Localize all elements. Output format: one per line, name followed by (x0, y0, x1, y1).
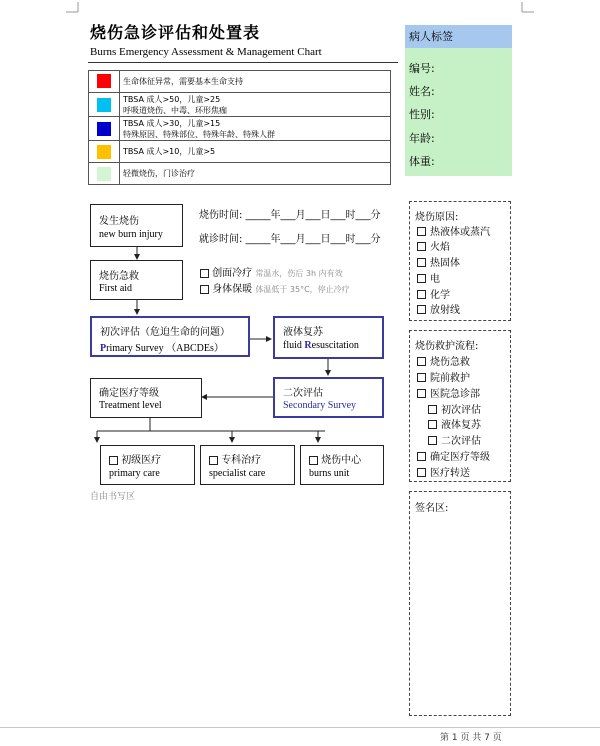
specialist-care-checkbox[interactable] (209, 456, 218, 465)
burns-unit-checkbox[interactable] (309, 456, 318, 465)
patient-age-field[interactable]: 年龄: (409, 132, 435, 145)
box-label-en: First aid (99, 283, 133, 294)
option-label: 创面冷疗 (212, 268, 253, 279)
severity-text: 轻微烧伤，门诊治疗 (123, 169, 195, 178)
first-aid-box (90, 260, 183, 300)
fluid-resuscitation-box (273, 316, 384, 359)
injury-time-field[interactable]: 烧伤时间: _____年___月___日___时___分 (199, 210, 381, 221)
box-label-en: Treatment level (99, 400, 162, 411)
process-subitem[interactable]: 液体复苏 (428, 416, 481, 431)
process-checkbox[interactable] (417, 468, 426, 477)
patient-id-field[interactable]: 编号: (409, 62, 435, 75)
process-item[interactable]: 医院急诊部 (417, 385, 480, 400)
burns-unit-box[interactable] (300, 445, 384, 485)
option-hint: 常温水，伤后 3h 内有效 (255, 269, 343, 278)
box-label: 确定医疗等级 (99, 388, 159, 399)
cause-checkbox[interactable] (417, 305, 426, 314)
secondary-survey-box (273, 377, 384, 418)
severity-text: 呼吸道烧伤、中毒、环形焦痂 (123, 106, 227, 115)
cause-checkbox[interactable] (417, 258, 426, 267)
severity-text: TBSA 成人>50，儿童>25 (123, 95, 221, 104)
process-item[interactable]: 医疗转送 (417, 464, 470, 479)
rescue-process-title: 烧伤救护流程: (415, 341, 479, 352)
box-label-en: fluid Resuscitation (283, 340, 359, 351)
option-hint: 体温低于 35°C，停止冷疗 (255, 285, 350, 294)
primary-care-box[interactable] (100, 445, 195, 485)
patient-weight-field[interactable]: 体重: (409, 155, 435, 168)
box-label: 发生烧伤 (99, 216, 139, 227)
process-checkbox[interactable] (417, 452, 426, 461)
treatment-level-box (90, 378, 202, 418)
cause-checkbox[interactable] (417, 242, 426, 251)
box-label-en: burns unit (309, 468, 350, 479)
box-label: 二次评估 (283, 388, 323, 399)
cause-item[interactable]: 电 (417, 270, 440, 285)
process-checkbox[interactable] (428, 420, 437, 429)
cause-item[interactable]: 化学 (417, 286, 450, 301)
cause-checkbox[interactable] (417, 274, 426, 283)
burn-cause-panel (409, 201, 511, 321)
cause-item[interactable]: 火焰 (417, 238, 450, 253)
patient-label-heading: 病人标签 (405, 25, 512, 48)
severity-text: TBSA 成人>10，儿童>5 (123, 147, 216, 156)
box-label: 烧伤中心 (309, 451, 361, 466)
cooling-option[interactable] (200, 264, 343, 279)
burn-cause-title: 烧伤原因: (415, 212, 459, 223)
severity-text: 特殊原因、特殊部位、特殊年龄、特殊人群 (123, 130, 275, 139)
option-label: 身体保暖 (212, 284, 253, 295)
warming-checkbox[interactable] (200, 285, 209, 294)
cause-checkbox[interactable] (417, 290, 426, 299)
severity-text: TBSA 成人>30，儿童>15 (123, 119, 221, 128)
process-subitem[interactable]: 二次评估 (428, 432, 481, 447)
box-label: 液体复苏 (283, 327, 323, 338)
primary-care-checkbox[interactable] (109, 456, 118, 465)
page-subtitle: Burns Emergency Assessment & Management Chart (90, 46, 322, 58)
box-label-en: specialist care (209, 468, 266, 479)
visit-time-field[interactable]: 就诊时间: _____年___月___日___时___分 (199, 234, 381, 245)
process-checkbox[interactable] (428, 405, 437, 414)
cause-item[interactable]: 热液体或蒸汽 (417, 223, 490, 238)
box-label-en: Secondary Survey (283, 400, 357, 411)
process-checkbox[interactable] (428, 436, 437, 445)
process-checkbox[interactable] (417, 389, 426, 398)
box-label-en: new burn injury (99, 229, 163, 240)
box-label: 专科治疗 (209, 451, 261, 466)
box-label: 初次评估（危迫生命的问题） (100, 327, 230, 338)
process-checkbox[interactable] (417, 357, 426, 366)
cause-checkbox[interactable] (417, 227, 426, 236)
process-item[interactable]: 烧伤急救 (417, 353, 470, 368)
cause-item[interactable]: 热固体 (417, 254, 460, 269)
severity-text: 生命体征异常，需要基本生命支持 (123, 77, 243, 86)
free-write-area-label: 自由书写区 (90, 492, 136, 502)
cause-item[interactable]: 放射线 (417, 301, 460, 316)
process-item[interactable]: 院前救护 (417, 369, 470, 384)
warming-option[interactable] (200, 280, 350, 295)
patient-sex-field[interactable]: 性别: (409, 108, 435, 121)
footer-divider (0, 727, 600, 728)
patient-name-field[interactable]: 姓名: (409, 85, 435, 98)
signature-title: 签名区: (415, 503, 449, 514)
cooling-checkbox[interactable] (200, 269, 209, 278)
process-subitem[interactable]: 初次评估 (428, 401, 481, 416)
new-burn-box (90, 204, 183, 247)
primary-survey-box (90, 316, 250, 357)
box-label-en: primary care (109, 468, 160, 479)
page-number: 第 1 页 共 7 页 (440, 733, 502, 743)
page-title: 烧伤急诊评估和处置表 (90, 23, 261, 42)
specialist-care-box[interactable] (200, 445, 295, 485)
box-label: 烧伤急救 (99, 271, 139, 282)
box-label: 初级医疗 (109, 451, 161, 466)
rescue-process-panel (409, 330, 511, 482)
process-item[interactable]: 确定医疗等级 (417, 448, 490, 463)
box-label-en: Primary Survey （ABCDEs） (100, 343, 224, 354)
signature-panel[interactable] (409, 491, 511, 716)
process-checkbox[interactable] (417, 373, 426, 382)
